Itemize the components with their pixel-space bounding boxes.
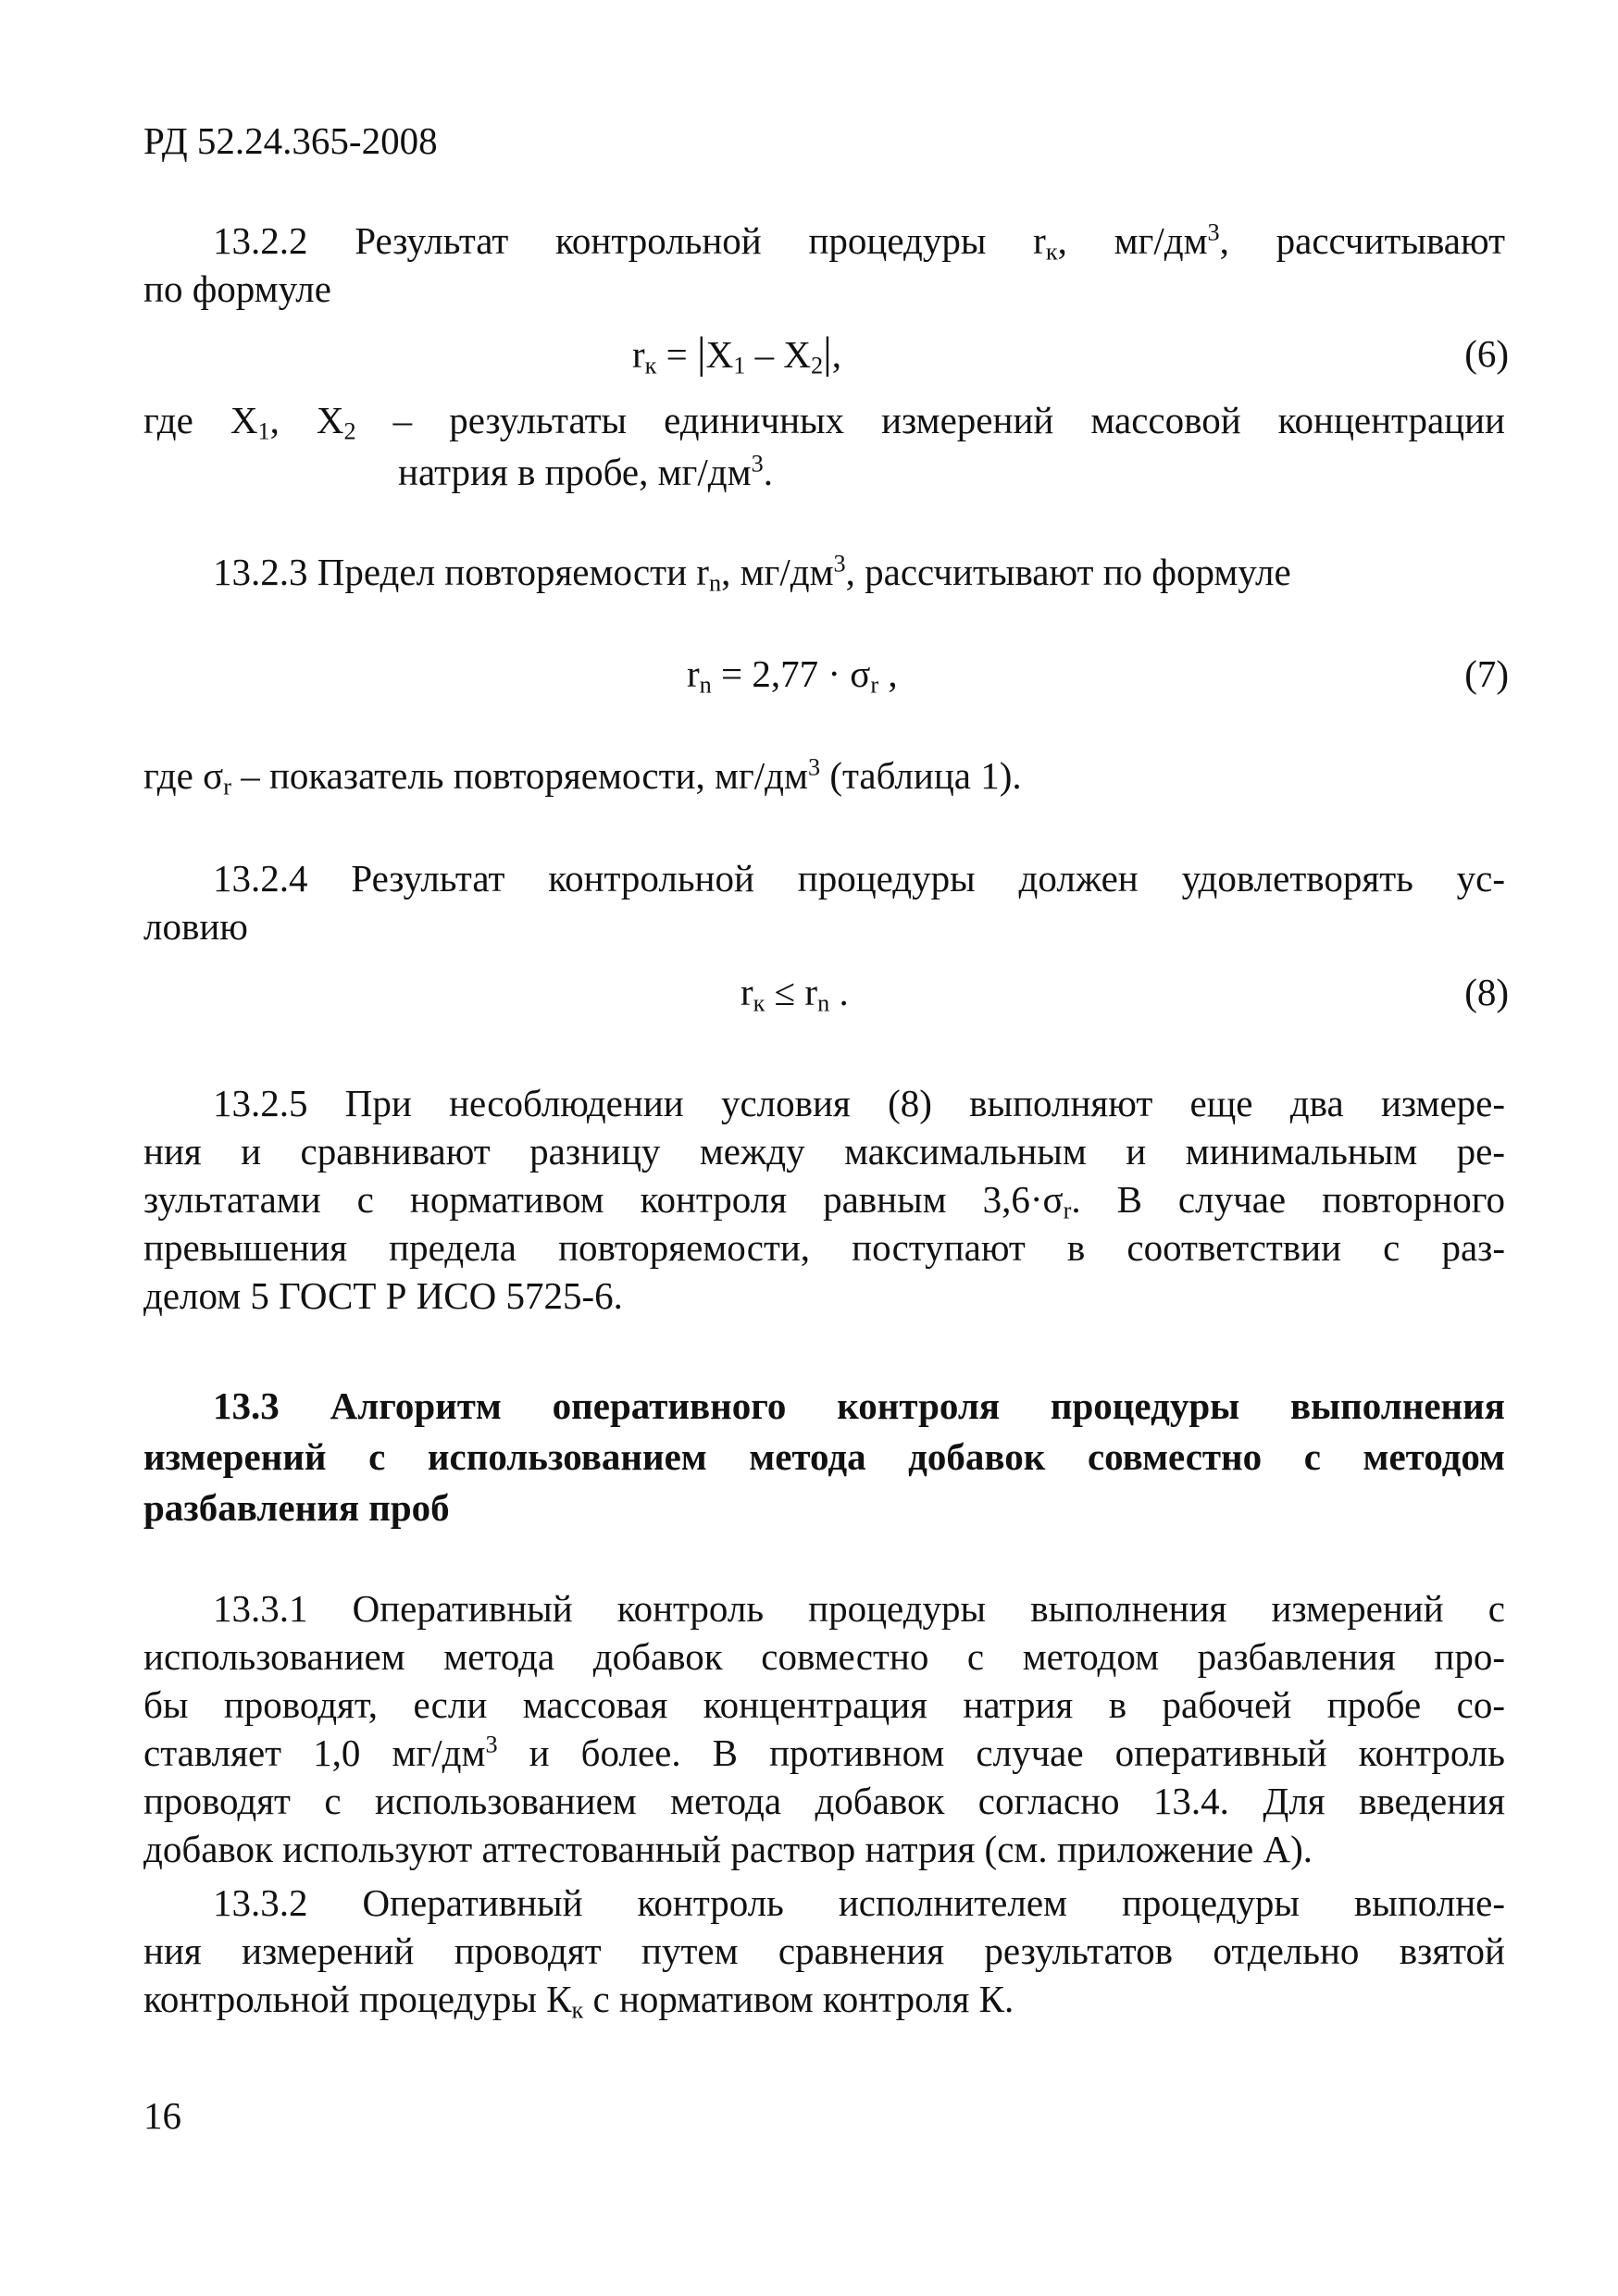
para-13-3-1-line-5: проводят с использованием метода добавок согласно 13.4. Для введения bbox=[143, 1780, 1505, 1822]
para-13-2-5-line-5: делом 5 ГОСТ Р ИСО 5725-6. bbox=[143, 1274, 623, 1317]
para-13-2-5-line-1: 13.2.5 При несоблюдении условия (8) выполняют еще два измере- bbox=[213, 1082, 1505, 1124]
para-13-2-5-line-3: зультатами с нормативом контроля равным $3,6\cdot\sigma_r$. В случае повторного bbox=[143, 1178, 1505, 1224]
formula-6: $r_к = |X_1 - X_2|$, bbox=[632, 329, 841, 379]
formula-7-number: (7) bbox=[1464, 652, 1509, 695]
section-13-3-heading-line-3: разбавления проб bbox=[143, 1486, 450, 1529]
document-id-header: РД 52.24.365-2008 bbox=[143, 119, 438, 162]
page-number: 16 bbox=[143, 2094, 181, 2137]
para-13-2-4-line-1: 13.2.4 Результат контрольной процедуры должен удовлетворять ус- bbox=[213, 857, 1505, 900]
section-13-3-heading-line-1: 13.3 Алгоритм оперативного контроля процедуры выполнения bbox=[213, 1384, 1505, 1427]
formula-6-where-line-2: натрия в пробе, $мг/дм^3$. bbox=[398, 450, 773, 493]
para-13-3-2-line-3: контрольной процедуры $К_к$ с нормативом контроля К. bbox=[143, 1978, 1014, 2024]
para-13-2-4-line-2: ловию bbox=[143, 905, 248, 948]
para-13-3-1-line-3: бы проводят, если массовая концентрация натрия в рабочей пробе со- bbox=[143, 1683, 1505, 1726]
formula-8: $r_к \le r_n$ . bbox=[741, 971, 849, 1017]
para-13-2-2-line-2: по формуле bbox=[143, 267, 331, 310]
para-13-3-2-line-2: ния измерений проводят путем сравнения результатов отдельно взятой bbox=[143, 1930, 1505, 1972]
para-13-3-1-line-6: добавок используют аттестованный раствор натрия (см. приложение А). bbox=[143, 1828, 1313, 1870]
formula-6-where-line-1: где $X_1$, $X_2$ – результаты единичных измерений массовой концентрации bbox=[143, 399, 1505, 445]
para-13-2-3-line-1: 13.2.3 Предел повторяемости $r_n$, $мг/дм^3$, рассчитывают по формуле bbox=[213, 550, 1291, 597]
para-13-3-1-line-4: ставляет 1,0 $мг/дм^3$ и более. В противном случае оперативный контроль bbox=[143, 1731, 1505, 1774]
para-13-2-5-line-4: превышения предела повторяемости, поступают в соответствии с раз- bbox=[143, 1226, 1505, 1269]
section-13-3-heading-line-2: измерений с использованием метода добавок совместно с методом bbox=[143, 1435, 1505, 1478]
para-13-2-2-line-1: 13.2.2 Результат контрольной процедуры $r_к$, $мг/дм^3$, рассчитывают bbox=[213, 218, 1505, 266]
para-13-3-1-line-1: 13.3.1 Оперативный контроль процедуры выполнения измерений с bbox=[213, 1587, 1505, 1630]
formula-7: $r_n = 2,77 \cdot \sigma_r$ , bbox=[687, 652, 898, 699]
formula-8-number: (8) bbox=[1464, 971, 1509, 1013]
formula-6-number: (6) bbox=[1464, 332, 1509, 375]
formula-7-where: где $\sigma_r$ – показатель повторяемости, $мг/дм^3$ (таблица 1). bbox=[143, 753, 1022, 800]
para-13-3-2-line-1: 13.3.2 Оперативный контроль исполнителем процедуры выполне- bbox=[213, 1881, 1505, 1924]
para-13-3-1-line-2: использованием метода добавок совместно с методом разбавления про- bbox=[143, 1635, 1505, 1678]
para-13-2-5-line-2: ния и сравнивают разницу между максимальным и минимальным ре- bbox=[143, 1130, 1505, 1173]
